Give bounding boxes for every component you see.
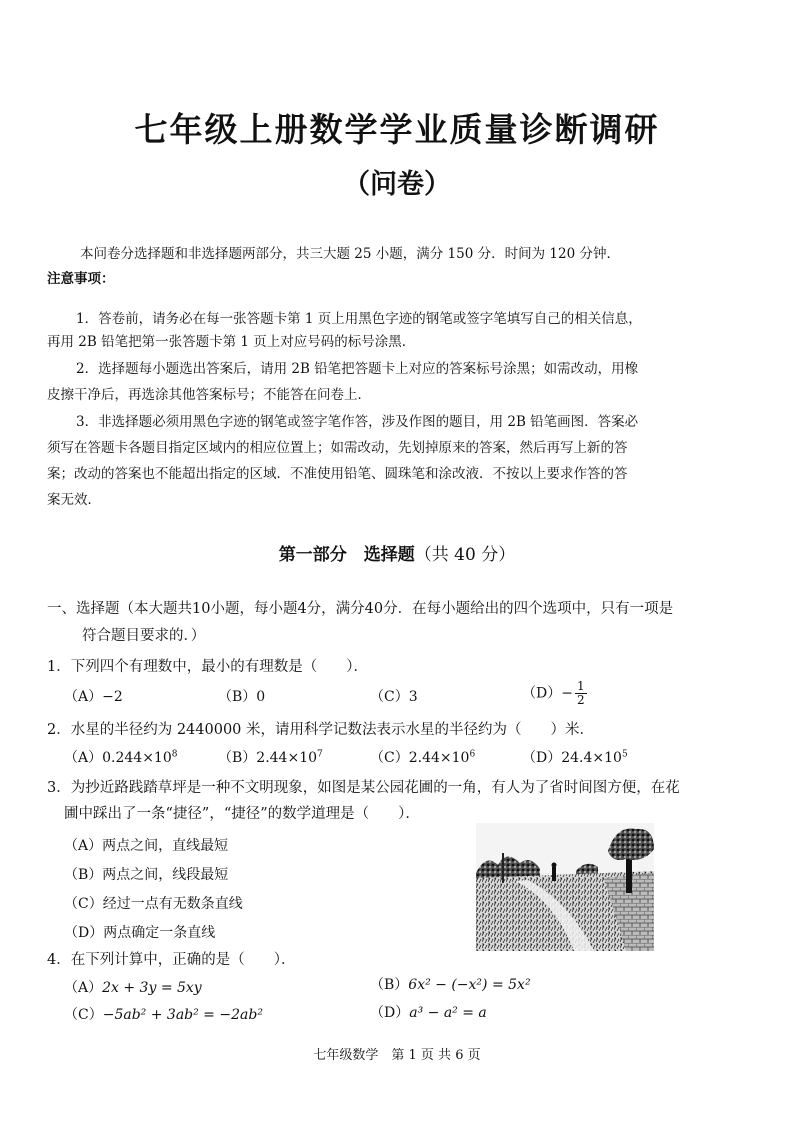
page-footer: 七年级数学 第 1 页 共 6 页 (313, 1048, 481, 1063)
fraction (575, 680, 587, 707)
question-3-stem-line1: 3．为抄近路践踏草坪是一种不文明现象，如图是某公园花圃的一角，有人为了省时间图方便，在花 (47, 780, 680, 796)
notice-line: 案；改动的答案也不能超出指定的区域．不准使用铅笔、圆珠笔和涂改液．不按以上要求作答的答 (47, 466, 628, 482)
q3-option-c: （C）经过一点有无数条直线 (64, 896, 243, 912)
q2-a-base: （A）0.244×10 (64, 750, 172, 766)
q2-b-base: （B）2.44×10 (218, 750, 318, 766)
q4-option-a (64, 977, 202, 997)
park-lawn-illustration (476, 823, 654, 951)
park-lawn-photo (476, 823, 654, 951)
notice-line: 须写在答题卡各题目指定区域内的相应位置上；如需改动，先划掉原来的答案，然后再写上新的答 (47, 440, 628, 456)
q4-b-label: （B） (370, 977, 409, 993)
q4-a-expression: 2x + 3y = 5xy (102, 980, 202, 996)
part-heading-line1: 一、选择题（本大题共10小题，每小题4分，满分40分．在每小题给出的四个选项中，只有一项是 (47, 601, 674, 617)
q4-option-c (64, 1004, 263, 1024)
intro-text: 本问卷分选择题和非选择题两部分，共三大题 25 小题，满分 150 分．时间为 120 分钟． (80, 246, 620, 262)
q2-a-exponent: 8 (171, 749, 178, 760)
notice-line: 2．选择题每小题选出答案后，请用 2B 铅笔把答题卡上对应的答案标号涂黑；如需改动，用橡 (76, 361, 639, 377)
question-3-stem-line2: 圃中踩出了一条“捷径”，“捷径”的数学道理是（ ）． (64, 806, 420, 822)
q2-c-base: （C）2.44×10 (370, 750, 470, 766)
section-title: 第一部分 选择题 (278, 545, 415, 565)
exam-subtitle: （问卷） (343, 169, 451, 200)
q3-option-a: （A）两点之间，直线最短 (64, 838, 229, 854)
q2-option-b (218, 747, 323, 767)
q3-option-b: （B）两点之间，线段最短 (64, 867, 229, 883)
fraction-numerator: 1 (576, 679, 585, 693)
exam-title: 七年级上册数学学业质量诊断调研 (134, 110, 660, 149)
q2-option-c (370, 747, 475, 767)
q1-option-d (522, 680, 587, 707)
notice-line: 1．答卷前，请务必在每一张答题卡第 1 页上用黑色字迹的钢笔或签字笔填写自己的相关信息， (76, 311, 642, 327)
notice-heading: 注意事项： (47, 271, 115, 287)
q2-d-base: （D）24.4×10 (522, 750, 622, 766)
notice-line: 再用 2B 铅笔把第一张答题卡第 1 页上对应号码的标号涂黑． (47, 334, 416, 350)
q1-option-d-prefix: （D）− (522, 685, 573, 702)
part-heading-line2: 符合题目要求的．） (82, 628, 206, 644)
q1-option-c: （C）3 (370, 689, 418, 705)
q4-a-label: （A） (64, 980, 103, 996)
section-points: （共 40 分） (414, 545, 516, 565)
q4-d-expression: a³ − a² = a (409, 1005, 487, 1021)
q2-d-exponent: 5 (621, 749, 628, 760)
q4-d-label: （D） (370, 1005, 410, 1021)
notice-line: 3．非选择题必须用黑色字迹的钢笔或签字笔作答，涉及作图的题目，用 2B 铅笔画图．答案必 (76, 414, 639, 430)
q1-option-a: （A）−2 (64, 689, 123, 705)
q4-c-expression: −5ab² + 3ab² = −2ab² (102, 1007, 263, 1023)
q2-b-exponent: 7 (317, 749, 323, 760)
q4-option-d (370, 1002, 487, 1022)
q4-b-expression: 6x² − (−x²) = 5x² (408, 977, 531, 993)
fraction-denominator: 2 (576, 693, 585, 707)
notice-line: 案无效． (47, 492, 101, 508)
q2-c-exponent: 6 (469, 749, 476, 760)
q2-option-d (522, 747, 628, 767)
q3-option-d: （D）两点确定一条直线 (64, 925, 216, 941)
q2-option-a (64, 747, 177, 767)
q4-option-b (370, 974, 531, 994)
q4-c-label: （C） (64, 1007, 103, 1023)
question-2-stem: 2．水星的半径约为 2440000 米，请用科学记数法表示水星的半径约为（ ）米． (47, 722, 595, 738)
notice-line: 皮擦干净后，再选涂其他答案标号；不能答在问卷上． (47, 387, 371, 403)
question-1-stem: 1．下列四个有理数中，最小的有理数是（ ）． (47, 659, 368, 675)
q1-option-b: （B）0 (218, 689, 266, 705)
question-4-stem: 4．在下列计算中，正确的是（ ）． (47, 952, 296, 968)
section-heading (0, 540, 794, 565)
